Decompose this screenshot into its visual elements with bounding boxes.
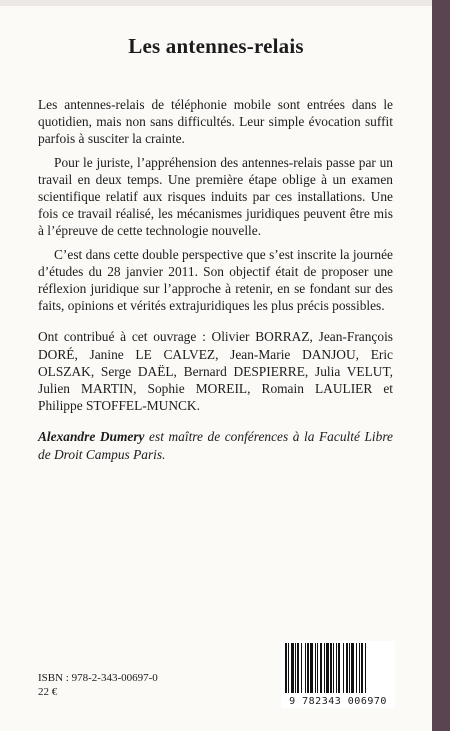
blurb [38,96,393,469]
barcode-bar [349,643,350,693]
barcode-bar [361,643,363,693]
spine-edge [432,0,450,731]
barcode-bars [281,641,395,695]
barcode-bar [338,643,340,693]
barcode-bar [305,643,306,693]
barcode-bar [336,643,337,693]
barcode-bar [297,643,299,693]
barcode [281,641,395,708]
isbn-number: ISBN : 978-2-343-00697-0 [38,672,158,684]
paragraph-method: Pour le juriste, l’appréhension des antennes-relais passe par un travail en deux temps. Une première étape oblige à un examen scientifique relatif aux risques induits par ces installations. Une fois ce travail réalisé, les mécanismes juridiques peuvent être mis à l’épreuve de cette technologie nouvelle. [38,154,393,239]
barcode-bar [317,643,318,693]
barcode-bar [295,643,296,693]
barcode-digits: 9 782343 006970 [289,696,387,707]
price: 22 € [38,686,58,698]
paragraph-intro: Les antennes-relais de téléphonie mobile sont entrées dans le quotidien, mais non sans difficultés. Leur simple évocation suffit parfois à susciter la crainte. [38,97,393,147]
barcode-bar [359,643,360,693]
barcode-bar [301,643,302,693]
barcode-bar [285,643,287,693]
barcode-bar [351,643,354,693]
barcode-bar [356,643,357,693]
barcode-bar [324,643,325,693]
barcode-bar [291,643,294,693]
barcode-bar [346,643,348,693]
barcode-bar [330,643,332,693]
author-name: Alexandre Dumery [38,429,145,445]
barcode-bar [333,643,334,693]
author-bio [38,428,393,462]
barcode-bar [307,643,309,693]
author-description: est maître de conférences à la Faculté Libre de Droit Campus Paris. [38,429,393,462]
top-edge [0,0,432,6]
barcode-bar [365,643,366,693]
barcode-bar [320,643,322,693]
barcode-bar [310,643,313,693]
paragraph-journee: C’est dans cette double perspective que s’est inscrite la journée d’études du 28 janvier 2011. Son objectif était de proposer une réflexion juridique sur l’approche à retenir, en se fondant sur des faits, opinions et vérités extrajuridiques les plus précis possibles. [38,246,393,314]
book-title: Les antennes-relais [128,34,304,58]
barcode-bar [343,643,344,693]
isbn-block [38,671,158,699]
barcode-bar [326,643,329,693]
barcode-bar [315,643,316,693]
barcode-bar [288,643,289,693]
contributors: Ont contribué à cet ouvrage : Olivier BORRAZ, Jean-François DORÉ, Janine LE CALVEZ, Jean-Marie DANJOU, Eric OLSZAK, Serge DAËL, Bernard DESPIERRE, Julia VELUT, Julien MARTIN, Sophie MOREIL, Romain LAULIER et Philippe STOFFEL-MUNCK. [38,329,393,414]
